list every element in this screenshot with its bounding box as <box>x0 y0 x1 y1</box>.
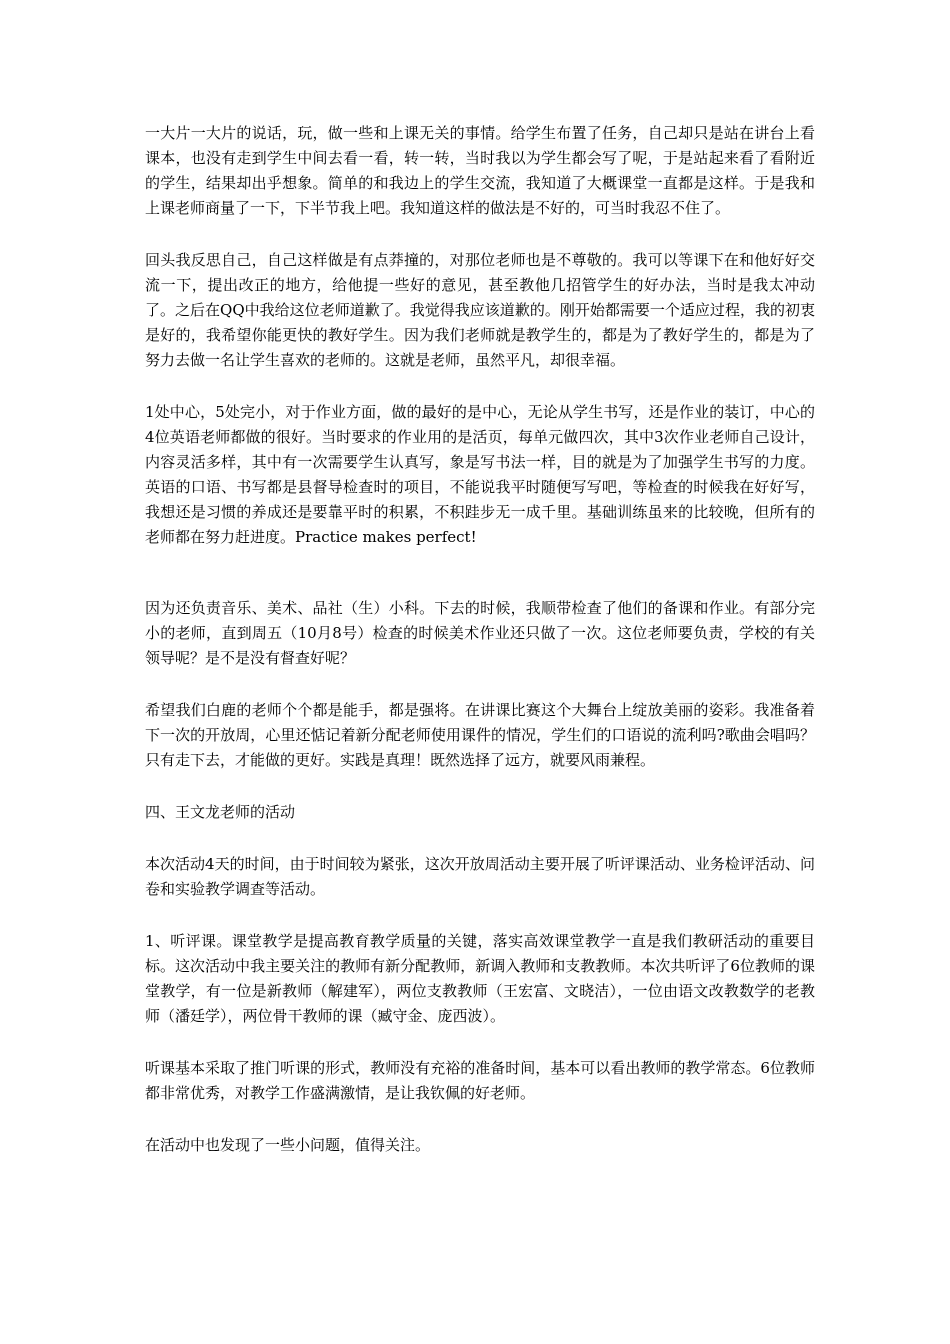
paragraph-minor-subjects: 因为还负责音乐、美术、品社（生）小科。下去的时候，我顺带检查了他们的备课和作业。有部分完小的老师，直到周五（10月8号）检查的时候美术作业还只做了一次。这位老师要负责，学校的有关领导呢？是不是没有督查好呢？ <box>145 599 815 667</box>
paragraph-activity-overview: 本次活动4天的时间，由于时间较为紧张，这次开放周活动主要开展了听评课活动、业务检评活动、问卷和实验教学调查等活动。 <box>145 855 815 898</box>
paragraph-spacer <box>145 902 815 929</box>
paragraph-spacer <box>145 373 815 400</box>
paragraph-spacer <box>145 825 815 852</box>
paragraph-spacer <box>145 1106 815 1133</box>
section-heading: 四、王文龙老师的活动 <box>145 803 296 821</box>
paragraph-spacer <box>145 1029 815 1056</box>
paragraph-spacer <box>145 773 815 800</box>
paragraph-self-reflection: 回头我反思自己，自己这样做是有点莽撞的，对那位老师也是不尊敬的。我可以等课下在和他好好交流一下，提出改正的地方，给他提一些好的意见，甚至教他几招管学生的好办法，当时是我太冲动了。之后在QQ中我给这位老师道歉了。我觉得我应该道歉的。刚开始都需要一个适应过程，我的初衷是好的，我希望你能更快的教好学生。因为我们老师就是教学生的，都是为了教好学生的，都是为了努力去做一名让学生喜欢的老师的。这就是老师，虽然平凡，却很幸福。 <box>145 251 815 369</box>
paragraph-spacer <box>145 671 815 698</box>
paragraph-classroom-incident: 一大片一大片的说话，玩，做一些和上课无关的事情。给学生布置了任务，自己却只是站在讲台上看课本，也没有走到学生中间去看一看，转一转，当时我以为学生都会写了呢，于是站起来看了看附近的学生，结果却出乎想象。简单的和我边上的学生交流，我知道了大概课堂一直都是这样。于是我和上课老师商量了一下，下半节我上吧。我知道这样的做法是不好的，可当时我忍不住了。 <box>145 124 815 217</box>
paragraph-spacer <box>145 550 815 596</box>
paragraph-homework-review: 1处中心，5处完小，对于作业方面，做的最好的是中心，无论从学生书写，还是作业的装订，中心的4位英语老师都做的很好。当时要求的作业用的是活页，每单元做四次，其中3次作业老师自己设计，内容灵活多样，其中有一次需要学生认真写，象是写书法一样，目的就是为了加强学生书写的力度。英语的口语、书写都是县督导检查时的项目，不能说我平时随便写写吧，等检查的时候我在好好写，我想还是习惯的养成还是要靠平时的积累，不积跬步无一成千里。基础训练虽来的比较晚，但所有的老师都在努力赶进度。Practice makes perfect! <box>145 403 815 546</box>
paragraph-issues: 在活动中也发现了一些小问题，值得关注。 <box>145 1136 431 1154</box>
paragraph-hopes: 希望我们白鹿的老师个个都是能手，都是强将。在讲课比赛这个大舞台上绽放美丽的姿彩。我准备着下一次的开放周，心里还惦记着新分配老师使用课件的情况，学生们的口语说的流利吗?歌曲会唱吗？只有走下去，才能做的更好。实践是真理！既然选择了远方，就要风雨兼程。 <box>145 701 815 769</box>
paragraph-spacer <box>145 221 815 248</box>
paragraph-lesson-observation: 1、听评课。课堂教学是提高教育教学质量的关键，落实高效课堂教学一直是我们教研活动的重要目标。这次活动中我主要关注的教师有新分配教师，新调入教师和支教教师。本次共听评了6位教师的课堂教学，有一位是新教师（解建军），两位支教教师（王宏富、文晓洁），一位由语文改教数学的老教师（潘廷学），两位骨干教师的课（臧守金、庞西波）。 <box>145 932 815 1025</box>
document-body <box>145 121 815 1158</box>
paragraph-observation-method: 听课基本采取了推门听课的形式，教师没有充裕的准备时间，基本可以看出教师的教学常态。6位教师都非常优秀，对教学工作盛满激情，是让我钦佩的好老师。 <box>145 1059 815 1102</box>
